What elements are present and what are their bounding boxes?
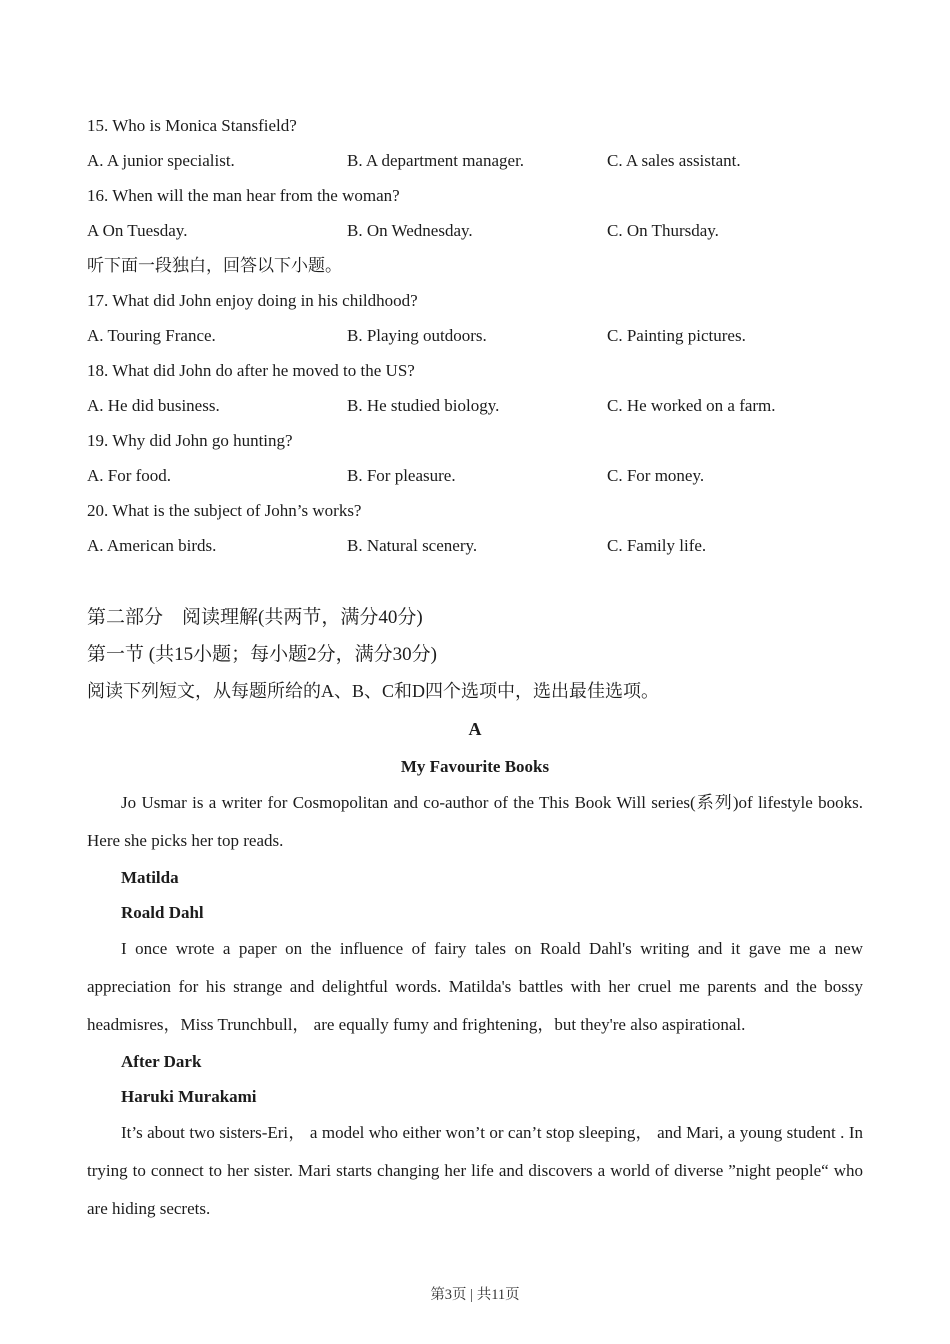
book-review: It’s about two sisters-Eri， a model who either won’t or can’t stop sleeping， and Mari, a young student . In trying to connect to her sister. Mari starts changing her life and discovers a world of diverse ”night people“ who are hiding secrets. (87, 1123, 863, 1218)
option-a: A. A junior specialist. (87, 151, 235, 170)
question-text: 20. What is the subject of John’s works? (87, 501, 362, 520)
option-a: A On Tuesday. (87, 221, 188, 240)
option-c: C. For money. (607, 466, 705, 485)
passage-title: My Favourite Books (400, 757, 550, 776)
subsection-heading: 第一节 (共15小题；每小题2分，满分30分) (87, 644, 437, 665)
option-a: A. Touring France. (87, 326, 216, 345)
option-c: C. Family life. (607, 536, 707, 555)
question-block-15 (87, 108, 863, 178)
option-b: B. Natural scenery. (347, 536, 478, 555)
book-author: Haruki Murakami (121, 1087, 257, 1106)
question-text: 19. Why did John go hunting? (87, 431, 293, 450)
option-a: A. American birds. (87, 536, 217, 555)
book-author: Roald Dahl (121, 903, 204, 922)
listening-section (87, 108, 863, 563)
page-footer: 第3页 | 共11页 (430, 1287, 520, 1303)
option-c: C. On Thursday. (607, 221, 719, 240)
option-b: B. A department manager. (347, 151, 525, 170)
options-row (87, 318, 863, 353)
question-block-18 (87, 353, 863, 423)
question-block-17 (87, 283, 863, 353)
book-entry-after-dark (87, 1044, 863, 1228)
options-row (87, 458, 863, 493)
monologue-note: 听下面一段独白，回答以下小题。 (87, 256, 342, 275)
reading-instructions: 阅读下列短文，从每题所给的A、B、C和D四个选项中，选出最佳选项。 (87, 681, 660, 701)
option-a: A. He did business. (87, 396, 220, 415)
question-text: 17. What did John enjoy doing in his childhood? (87, 291, 418, 310)
question-text: 15. Who is Monica Stansfield? (87, 116, 297, 135)
book-review: I once wrote a paper on the influence of fairy tales on Roald Dahl's writing and it gave me a new appreciation for his strange and delightful words. Matilda's battles with her cruel me parents and the bossy headmisres，Miss Trunchbull， are equally fumy and frightening，but they're also aspirational. (87, 939, 863, 1034)
option-a: A. For food. (87, 466, 172, 485)
book-title: Matilda (121, 868, 179, 887)
option-c: C. Painting pictures. (607, 326, 746, 345)
book-title: After Dark (121, 1052, 202, 1071)
part-heading: 第二部分 阅读理解(共两节，满分40分) (87, 607, 423, 628)
question-block-19 (87, 423, 863, 493)
option-b: B. On Wednesday. (347, 221, 473, 240)
question-text: 18. What did John do after he moved to the US? (87, 361, 415, 380)
options-row (87, 528, 863, 563)
option-b: B. For pleasure. (347, 466, 456, 485)
option-b: B. Playing outdoors. (347, 326, 487, 345)
question-block-20 (87, 493, 863, 563)
question-text: 16. When will the man hear from the woman? (87, 186, 400, 205)
option-c: C. A sales assistant. (607, 151, 741, 170)
book-entry-matilda (87, 860, 863, 1044)
options-row (87, 213, 863, 248)
options-row (87, 143, 863, 178)
passage-intro: Jo Usmar is a writer for Cosmopolitan and co-author of the This Book Will series(系列)of lifestyle books. Here she picks her top reads. (87, 793, 863, 850)
option-b: B. He studied biology. (347, 396, 500, 415)
passage-label: A (468, 719, 482, 739)
question-block-16 (87, 178, 863, 248)
options-row (87, 388, 863, 423)
reading-section (87, 599, 863, 1228)
option-c: C. He worked on a farm. (607, 396, 776, 415)
